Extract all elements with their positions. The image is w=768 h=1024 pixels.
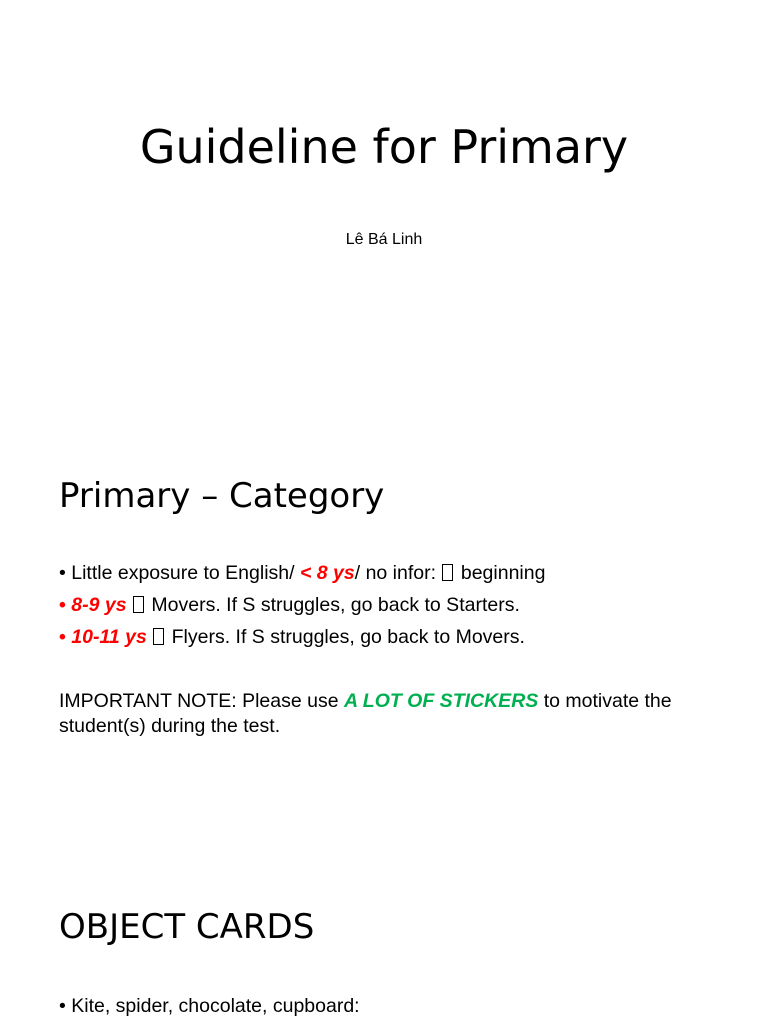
bullet-text: • Little exposure to English/: [59, 562, 300, 584]
bullet-text: beginning: [455, 562, 546, 584]
age-highlight: < 8 ys: [299, 562, 355, 584]
arrow-icon: [133, 596, 144, 613]
bullet-flyers: [59, 625, 525, 649]
age-highlight: 8-9 ys: [71, 594, 127, 616]
bullet-text: Movers. If S struggles, go back to Starters.: [145, 594, 520, 616]
note-text: IMPORTANT NOTE: Please use: [59, 690, 344, 712]
bullet-text: Flyers. If S struggles, go back to Movers.: [166, 626, 525, 648]
bullet-objects: • Kite, spider, chocolate, cupboard:: [59, 995, 360, 1017]
bullet-beginning: [59, 561, 545, 585]
important-note: [59, 689, 719, 739]
bullet-text: / no infor:: [354, 562, 442, 584]
note-text: to motivate the student(s) during the test.: [59, 690, 672, 737]
category-heading: Primary – Category: [59, 476, 385, 516]
arrow-icon: [442, 564, 453, 581]
bullet-movers: [59, 593, 520, 617]
object-cards-heading: OBJECT CARDS: [59, 907, 315, 947]
bullet-marker: •: [59, 626, 72, 648]
bullet-marker: •: [59, 594, 72, 616]
slide-title: Guideline for Primary: [139, 120, 629, 174]
slide-author: Lê Bá Linh: [345, 231, 423, 248]
arrow-icon: [153, 628, 164, 645]
age-highlight: 10-11 ys: [71, 626, 147, 648]
stickers-highlight: A LOT OF STICKERS: [344, 690, 539, 712]
